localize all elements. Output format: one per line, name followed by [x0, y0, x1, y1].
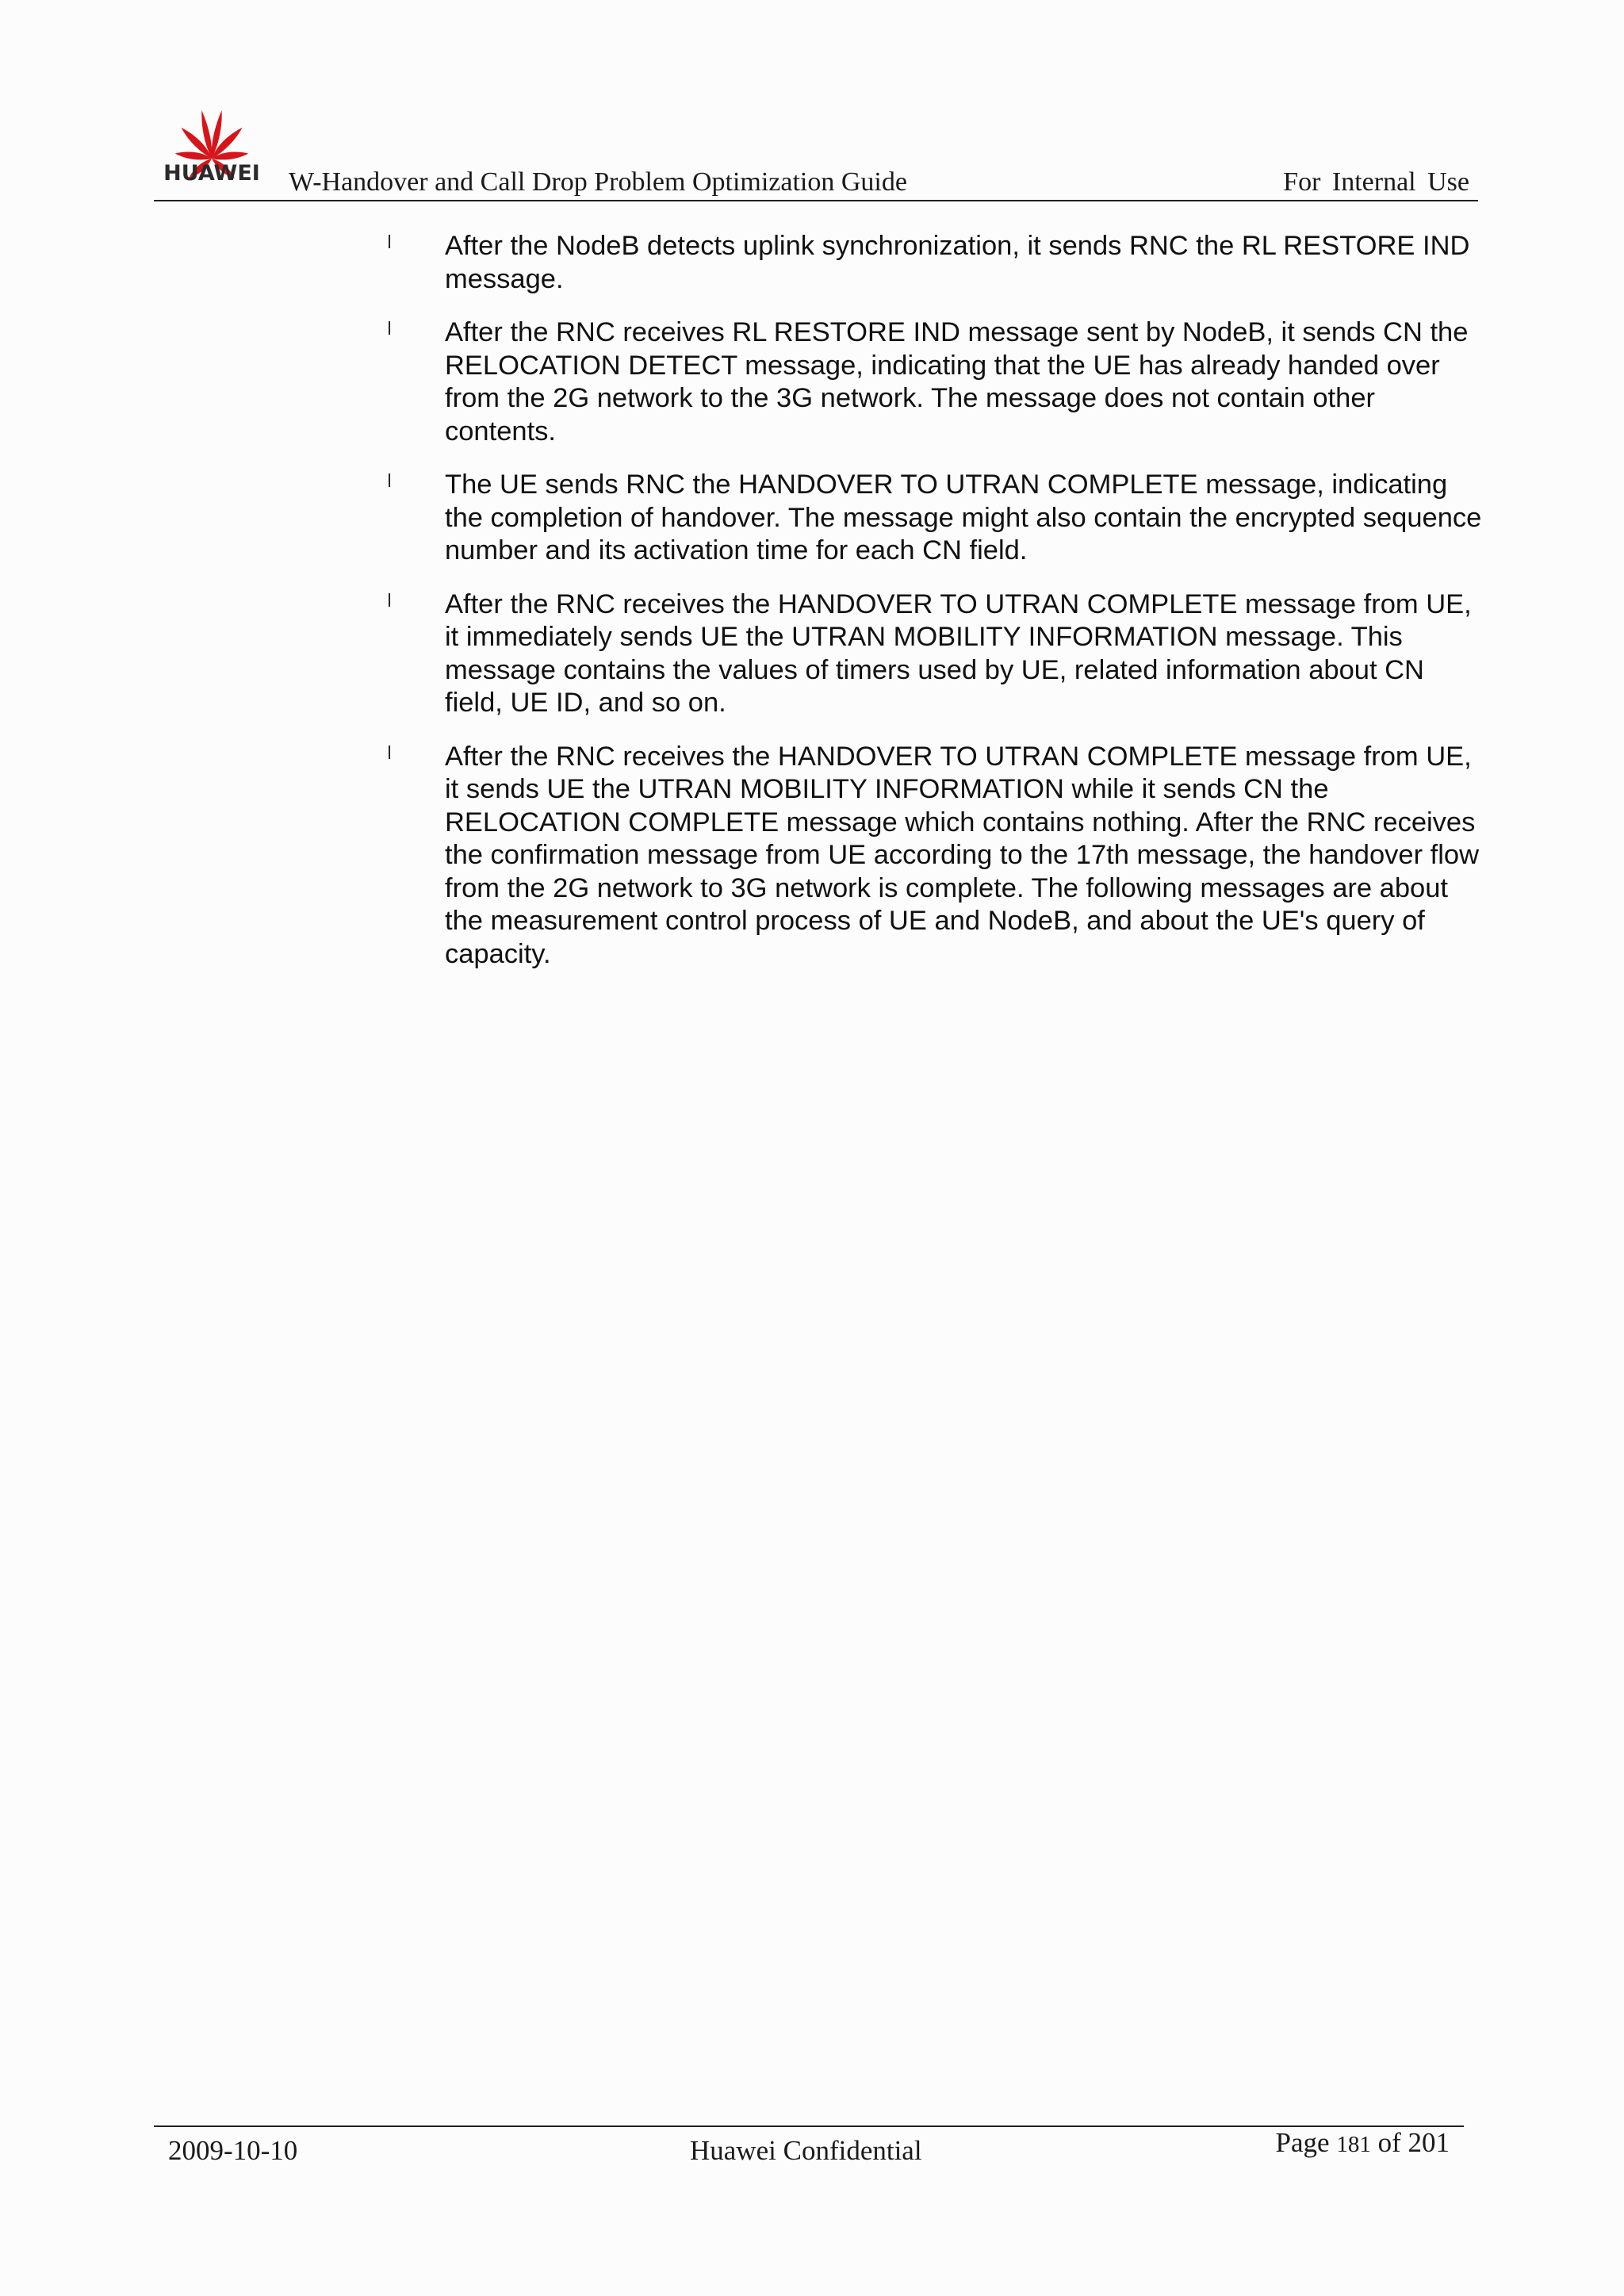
- list-item-text: After the RNC receives RL RESTORE IND message sent by NodeB, it sends CN the RELOCATION DETECT message, indicating that the UE has already handed over from the 2G network to the 3G network. The message does not contain other contents.: [445, 317, 1469, 447]
- list-item: [381, 316, 1483, 448]
- list-item: [381, 230, 1483, 296]
- page-of: of: [1377, 2127, 1401, 2158]
- content-body: [381, 230, 1483, 991]
- bullet-icon: l: [387, 320, 393, 339]
- bullet-icon: l: [387, 233, 393, 253]
- bullet-icon: l: [387, 743, 393, 764]
- bullet-icon: l: [387, 472, 393, 492]
- footer-divider: [154, 2125, 1464, 2127]
- list-item: [381, 588, 1483, 720]
- list-item-text: After the RNC receives the HANDOVER TO UTRAN COMPLETE message from UE, it sends UE the UTRAN MOBILITY INFORMATION while it sends CN the RELOCATION COMPLETE message which contains nothing. After the RNC receives the confirmation message from UE according to the 17th message, the handover flow from the 2G network to 3G network is complete. The following messages are about the measurement control process of UE and NodeB, and about the UE's query of capacity.: [445, 741, 1480, 969]
- list-item-text: After the RNC receives the HANDOVER TO UTRAN COMPLETE message from UE, it immediately sends UE the UTRAN MOBILITY INFORMATION message. This message contains the values of timers used by UE, related information about CN field, UE ID, and so on.: [445, 588, 1472, 718]
- header-divider: [154, 200, 1478, 201]
- footer-date: 2009-10-10: [168, 2135, 298, 2166]
- classification-label: For Internal Use: [1283, 167, 1469, 197]
- current-page: 181: [1336, 2132, 1371, 2157]
- page-number: [1276, 2127, 1450, 2159]
- list-item-text: The UE sends RNC the HANDOVER TO UTRAN COMPLETE message, indicating the completion of handover. The message might also contain the encrypted sequence number and its activation time for each CN field.: [445, 470, 1482, 565]
- document-title: W-Handover and Call Drop Problem Optimization Guide: [289, 167, 907, 197]
- logo-wordmark: HUAWEI: [163, 161, 260, 186]
- list-item: [381, 741, 1483, 972]
- page-prefix: Page: [1275, 2127, 1330, 2158]
- list-item-text: After the NodeB detects uplink synchronization, it sends RNC the RL RESTORE IND message.: [445, 231, 1470, 294]
- list-item: [381, 469, 1483, 568]
- total-pages: 201: [1408, 2127, 1450, 2158]
- bullet-icon: l: [387, 591, 393, 611]
- footer-confidential: Huawei Confidential: [690, 2135, 922, 2166]
